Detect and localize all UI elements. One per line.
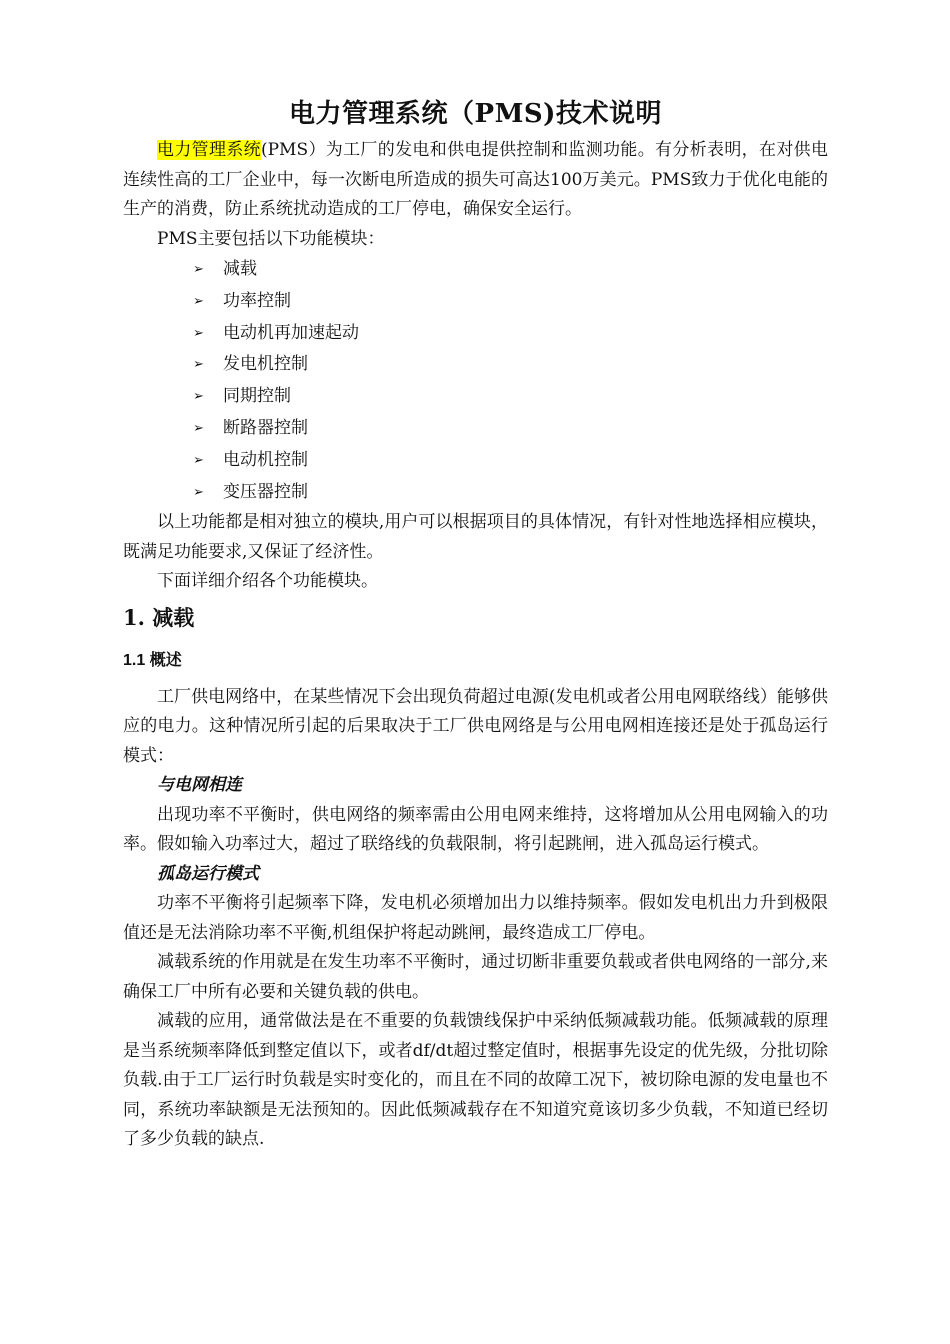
document-body <box>123 96 828 1155</box>
island-mode-heading: 孤岛运行模式 <box>157 863 259 884</box>
arrow-bullet-icon: ➢ <box>193 389 204 405</box>
arrow-bullet-icon: ➢ <box>193 325 204 341</box>
subsection-heading-overview: 1.1 概述 <box>123 651 182 669</box>
arrow-bullet-icon: ➢ <box>193 420 204 436</box>
module-label: 减载 <box>223 259 257 279</box>
section-heading-load-shedding: 1. 减载 <box>123 604 195 630</box>
arrow-bullet-icon: ➢ <box>193 484 204 500</box>
modules-intro: PMS主要包括以下功能模块： <box>157 228 385 249</box>
arrow-bullet-icon: ➢ <box>193 262 204 277</box>
list-item <box>193 318 828 350</box>
module-label: 变压器控制 <box>223 481 308 502</box>
intro-text: (PMS）为工厂的发电和供电提供控制和监测功能。有分析表明，在对供电连续性高的工厂企业中，每一次断电所造成的损失可高达100万美元。PMS致力于优化电能的生产的消费，防止系统扰动造成的工厂停电，确保安全运行。 <box>123 140 829 219</box>
list-item <box>193 286 828 318</box>
module-list <box>123 254 828 508</box>
modules-note: 以上功能都是相对独立的模块,用户可以根据项目的具体情况，有针对性地选择相应模块，既满足功能要求,又保证了经济性。 <box>123 512 828 562</box>
intro-paragraph <box>123 136 828 225</box>
island-mode-paragraph: 功率不平衡将引起频率下降，发电机必须增加出力以维持频率。假如发电机出力升到极限值还是无法消除功率不平衡,机组保护将起动跳闸，最终造成工厂停电。 <box>123 893 828 943</box>
document-title: 电力管理系统（PMS)技术说明 <box>289 99 662 129</box>
module-label: 同期控制 <box>223 386 291 407</box>
arrow-bullet-icon: ➢ <box>193 452 204 468</box>
grid-connected-heading: 与电网相连 <box>157 775 242 796</box>
grid-connected-paragraph: 出现功率不平衡时，供电网络的频率需由公用电网来维持，这将增加从公用电网输入的功率。假如输入功率过大，超过了联络线的负载限制，将引起跳闸，进入孤岛运行模式。 <box>123 804 828 855</box>
arrow-bullet-icon: ➢ <box>193 293 204 309</box>
arrow-bullet-icon: ➢ <box>193 357 204 373</box>
module-label: 断路器控制 <box>223 417 308 438</box>
list-item <box>193 349 828 381</box>
highlighted-term: 电力管理系统 <box>157 140 261 160</box>
list-item <box>193 254 828 286</box>
list-item <box>193 445 828 477</box>
module-label: 电动机控制 <box>223 449 308 470</box>
role-paragraph: 减载系统的作用就是在发生功率不平衡时，通过切断非重要负载或者供电网络的一部分,来确保工厂中所有必要和关键负载的供电。 <box>123 952 828 1002</box>
module-label: 发电机控制 <box>223 354 308 375</box>
list-item <box>193 381 828 413</box>
overview-paragraph: 工厂供电网络中，在某些情况下会出现负荷超过电源(发电机或者公用电网联络线）能够供应的电力。这种情况所引起的后果取决于工厂供电网络是与公用电网相连接还是处于孤岛运行模式： <box>123 686 828 766</box>
application-paragraph: 减载的应用，通常做法是在不重要的负载馈线保护中采纳低频减载功能。低频减载的原理是当系统频率降低到整定值以下，或者df/dt超过整定值时，根据事先设定的优先级，分批切除负载.由于工厂运行时负载是实时变化的，而且在不同的故障工况下，被切除电源的发电量也不同，系统功率缺额是无法预知的。因此低频减载存在不知道究竟该切多少负载，不知道已经切了多少负载的缺点. <box>123 1011 828 1150</box>
module-label: 电动机再加速起动 <box>223 322 359 343</box>
list-item <box>193 413 828 445</box>
list-item <box>193 477 828 509</box>
module-label: 功率控制 <box>223 290 291 311</box>
details-intro: 下面详细介绍各个功能模块。 <box>157 571 378 592</box>
